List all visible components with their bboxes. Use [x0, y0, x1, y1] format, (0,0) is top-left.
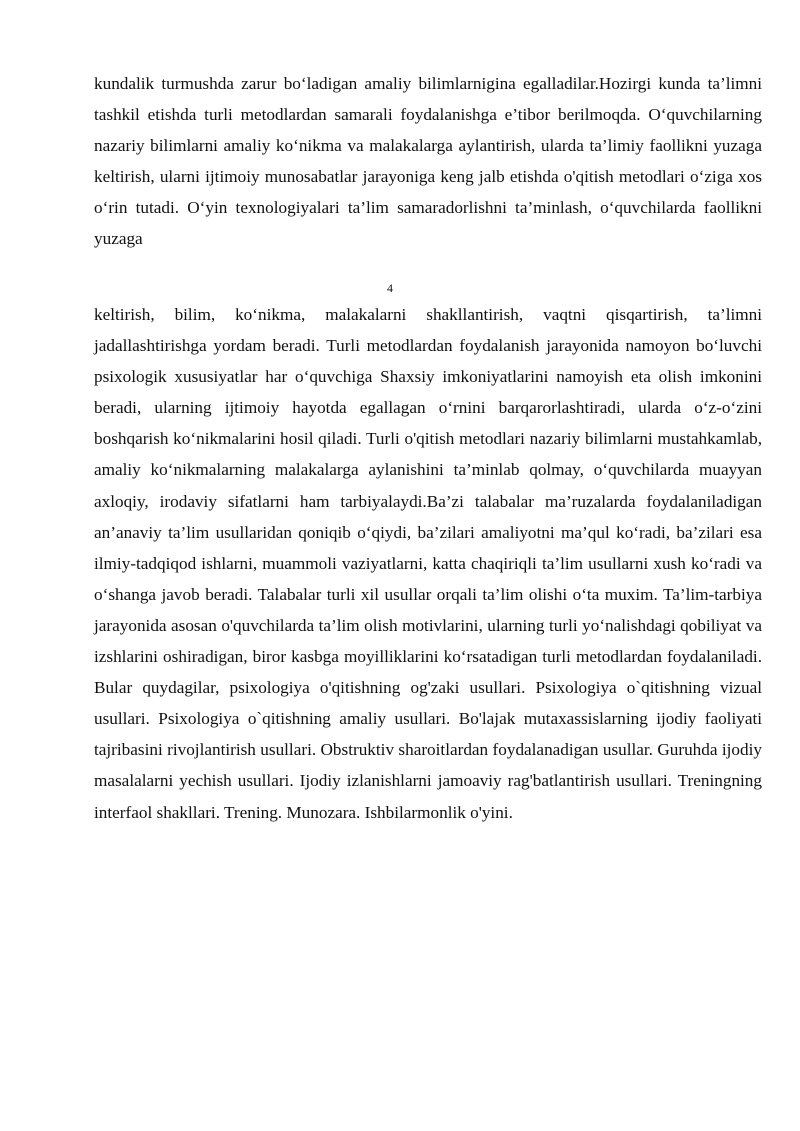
paragraph-top: kundalik turmushda zarur bo‘ladigan amaliy bilimlarnigina egalladilar.Hozirgi kunda ta’limni tashkil etishda turli metodlardan samarali foydalanishga e’tibor berilmoqda. O‘quvchilarning nazariy bilimlarni amaliy ko‘nikma va malakalarga aylantirish, ularda ta’limiy faollikni yuzaga keltirish, ularni ijtimoiy munosabatlar jarayoniga keng jalb etishda o'qitish metodlari o‘ziga xos o‘rin tutadi. O‘yin texnologiyalari ta’lim samaradorlishni ta’minlash, o‘quvchilarda faollikni yuzaga	[94, 74, 762, 249]
page-number: 4	[387, 281, 393, 295]
paragraph-bottom: keltirish, bilim, ko‘nikma, malakalarni shakllantirish, vaqtni qisqartirish, ta’limni jadallashtirishga yordam beradi. Turli metodlardan foydalanish jarayonida namoyon bo‘luvchi psixologik xususiyatlar har o‘quvchiga Shaxsiy imkoniyatlarini namoyish eta olish imkonini beradi, ularning ijtimoiy hayotda egallagan o‘rnini barqarorlashtiradi, ularda o‘z-o‘zini boshqarish ko‘nikmalarini hosil qiladi. Turli o'qitish metodlari nazariy bilimlarni mustahkamlab, amaliy ko‘nikmalarning malakalarga aylanishini ta’minlab qolmay, o‘quvchilarda muayyan axloqiy, irodaviy sifatlarni ham tarbiyalaydi.Ba’zi talabalar ma’ruzalarda foydalaniladigan an’anaviy ta’lim usullaridan qoniqib o‘qiydi, ba’zilari amaliyotni ma’qul ko‘radi, ba’zilari esa ilmiy-tadqiqod ishlarni, muammoli vaziyatlarni, katta chaqiriqli ta’lim usullarni xush ko‘radi va o‘shanga javob beradi. Talabalar turli xil usullar orqali ta’lim olishi o‘ta muxim. Ta’lim-tarbiya jarayonida asosan o'quvchilarda ta’lim olish motivlarini, ularning turli yo‘nalishdagi qobiliyat va izshlarini oshiradigan, biror kasbga moyilliklarini ko‘rsatadigan turli metodlardan foydalaniladi. Bular quydagilar, psixologiya o'qitishning og'zaki usullari. Psixologiya o`qitishning vizual usullari. Psixologiya o`qitishning amaliy usullari. Bo'lajak mutaxassislarning ijodiy faoliyati tajribasini rivojlantirish usullari. Obstruktiv sharoitlardan foydalanadigan usullar. Guruhda ijodiy masalalarni yechish usullari. Ijodiy izlanishlarni jamoaviy rag'batlantirish usullari. Treningning interfaol shakllari. Trening. Munozara. Ishbilarmonlik o'yini.	[94, 305, 762, 822]
